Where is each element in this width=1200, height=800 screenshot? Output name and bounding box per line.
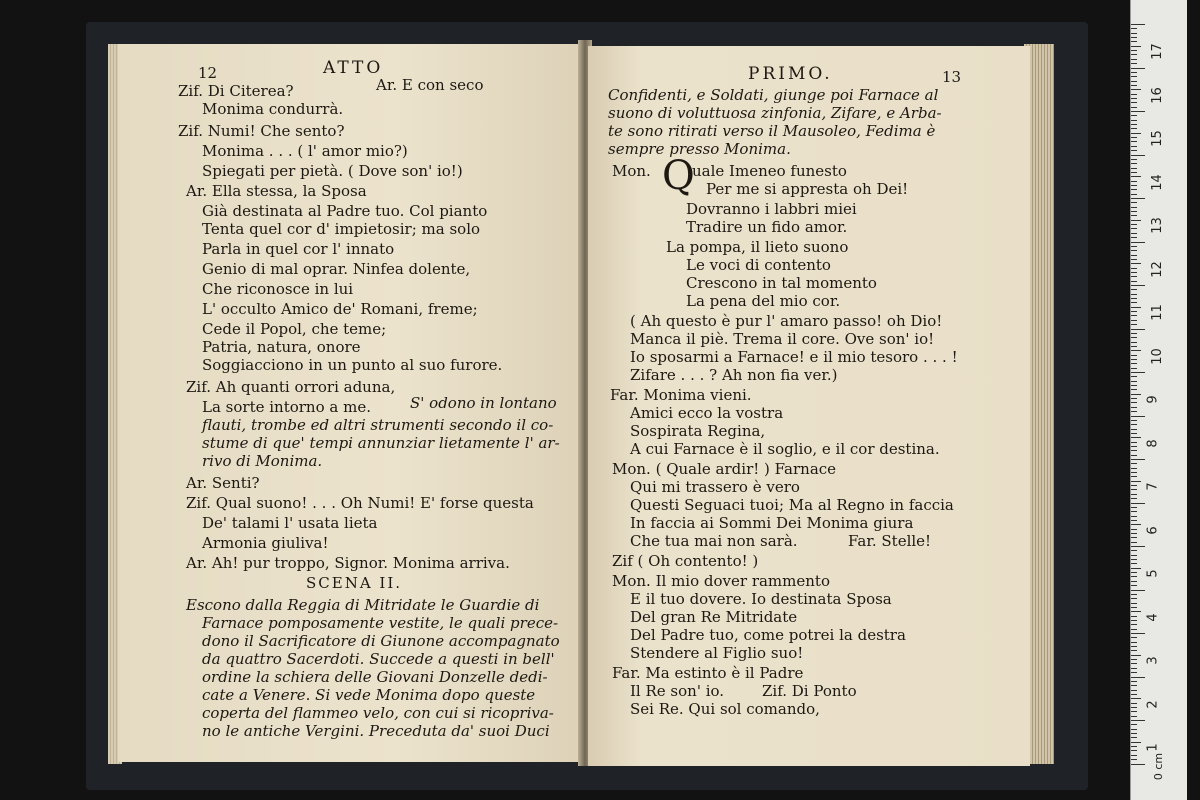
ruler-tick (1131, 289, 1137, 290)
ruler-tick (1131, 372, 1145, 373)
ruler-tick (1131, 611, 1141, 612)
ruler-tick (1131, 298, 1137, 299)
ruler-tick (1131, 459, 1145, 460)
ruler-tick (1131, 268, 1137, 269)
text-line: Parla in quel cor l' innato (202, 240, 395, 258)
ruler-tick (1131, 637, 1137, 638)
text-line: cate a Venere. Si vede Monima dopo queste (202, 686, 536, 704)
ruler-tick (1131, 376, 1137, 377)
ruler-tick (1131, 389, 1137, 390)
text-line: ( Ah questo è pur l' amaro passo! oh Dio! (630, 312, 943, 330)
text-line: Escono dalla Reggia di Mitridate le Guardie di (186, 596, 540, 614)
text-line: Cede il Popol, che teme; (202, 320, 387, 338)
ruler-tick (1131, 211, 1137, 212)
ruler-tick (1131, 546, 1145, 547)
text-line: E il tuo dovere. Io destinata Sposa (630, 590, 892, 608)
text-line: La pena del mio cor. (686, 292, 841, 310)
ruler-tick (1131, 37, 1137, 38)
text-line: Monima . . . ( l' amor mio?) (202, 142, 408, 160)
ruler-number: 4 (1145, 612, 1161, 622)
ruler-tick (1131, 659, 1137, 660)
text-line: Tenta quel cor d' impietosir; ma solo (202, 220, 481, 238)
ruler-tick (1131, 168, 1137, 169)
ruler-tick (1131, 307, 1141, 308)
ruler-tick (1131, 155, 1145, 156)
ruler-tick (1131, 542, 1137, 543)
ruler-tick (1131, 24, 1145, 25)
ruler-tick (1131, 159, 1137, 160)
ruler-number: 14 (1149, 173, 1165, 191)
ruler-tick (1131, 603, 1137, 604)
text-line: Del gran Re Mitridate (630, 608, 798, 626)
ruler-tick (1131, 690, 1137, 691)
text-line: sempre presso Monima. (608, 140, 791, 158)
text-line: Far. Ma estinto è il Padre (612, 664, 804, 682)
measuring-ruler (1130, 0, 1187, 800)
ruler-tick (1131, 520, 1137, 521)
ruler-tick (1131, 494, 1137, 495)
left-folio: 12 (198, 64, 218, 82)
ruler-tick (1131, 89, 1141, 90)
left-page (118, 44, 582, 762)
ruler-tick (1131, 250, 1137, 251)
ruler-tick (1131, 272, 1137, 273)
ruler-number: 2 (1145, 699, 1161, 709)
ruler-number: 17 (1149, 43, 1165, 60)
ruler-tick (1131, 276, 1137, 277)
ruler-tick (1131, 516, 1137, 517)
text-line: Questi Seguaci tuoi; Ma al Regno in faccia (630, 496, 954, 514)
text-line: Le voci di contento (686, 256, 831, 274)
ruler-tick (1131, 202, 1137, 203)
ruler-tick (1131, 124, 1137, 125)
text-line: Monima condurrà. (202, 100, 344, 118)
ruler-tick (1131, 85, 1137, 86)
ruler-tick (1131, 698, 1141, 699)
text-line: A cui Farnace è il soglio, e il cor destina. (630, 440, 940, 458)
text-line: Far. Stelle! (848, 532, 932, 550)
ruler-tick (1131, 633, 1145, 634)
ruler-tick (1131, 111, 1145, 112)
ruler-tick (1131, 429, 1137, 430)
ruler-tick (1131, 742, 1141, 743)
ruler-tick (1131, 655, 1141, 656)
text-line: Patria, natura, onore (202, 338, 361, 356)
scene-heading: SCENA II. (306, 574, 403, 592)
ruler-tick (1131, 407, 1137, 408)
ruler-tick (1131, 263, 1141, 264)
ruler-tick (1131, 724, 1137, 725)
ruler-tick (1131, 189, 1137, 190)
ruler-tick (1131, 681, 1137, 682)
text-line: Che tua mai non sarà. (630, 532, 798, 550)
ruler-tick (1131, 450, 1137, 451)
text-line: Tradire un fido amor. (686, 218, 848, 236)
ruler-tick (1131, 590, 1145, 591)
text-line: dono il Sacrificatore di Giunone accompagnato (202, 632, 560, 650)
ruler-tick (1131, 54, 1137, 55)
ruler-tick (1131, 620, 1137, 621)
speaker-label: Mon. (612, 162, 651, 180)
ruler-tick (1131, 215, 1137, 216)
ruler-number: 5 (1145, 569, 1161, 578)
ruler-tick (1131, 363, 1137, 364)
ruler-tick (1131, 442, 1137, 443)
left-running-head: ATTO (323, 58, 384, 78)
ruler-tick (1131, 755, 1137, 756)
text-line: Zif. Di Citerea? (178, 82, 294, 100)
ruler-tick (1131, 333, 1137, 334)
text-line: Zif. Di Ponto (762, 682, 857, 700)
ruler-tick (1131, 711, 1137, 712)
text-line: Mon. Il mio dover rammento (612, 572, 830, 590)
ruler-tick (1131, 716, 1137, 717)
ruler-number: 8 (1145, 438, 1161, 448)
ruler-tick (1131, 476, 1137, 477)
ruler-tick (1131, 311, 1137, 312)
right-folio: 13 (942, 68, 962, 86)
ruler-tick (1131, 616, 1137, 617)
ruler-tick (1131, 381, 1137, 382)
ruler-tick (1131, 402, 1137, 403)
ruler-tick (1131, 533, 1137, 534)
ruler-tick (1131, 172, 1137, 173)
ruler-tick (1131, 720, 1145, 721)
text-line: In faccia ai Sommi Dei Monima giura (630, 514, 914, 532)
text-line: Zif. Ah quanti orrori aduna, (186, 378, 396, 396)
text-line: La pompa, il lieto suono (666, 238, 849, 256)
ruler-tick (1131, 559, 1137, 560)
text-line: Amici ecco la vostra (630, 404, 784, 422)
ruler-tick (1131, 329, 1145, 330)
ruler-tick (1131, 228, 1137, 229)
ruler-tick (1131, 481, 1141, 482)
ruler-tick (1131, 359, 1137, 360)
text-line: Genio di mal oprar. Ninfea dolente, (202, 260, 471, 278)
ruler-tick (1131, 224, 1137, 225)
ruler-tick (1131, 324, 1137, 325)
text-line: Per me si appresta oh Dei! (706, 180, 909, 198)
ruler-tick (1131, 694, 1137, 695)
ruler-tick (1131, 350, 1141, 351)
ruler-tick (1131, 181, 1137, 182)
text-line: L' occulto Amico de' Romani, freme; (202, 300, 478, 318)
ruler-tick (1131, 537, 1137, 538)
text-line: Che riconosce in lui (202, 280, 354, 298)
ruler-tick (1131, 150, 1137, 151)
ruler-tick (1131, 315, 1137, 316)
ruler-number: 11 (1149, 304, 1165, 321)
ruler-tick (1131, 285, 1145, 286)
ruler-number: 7 (1145, 482, 1161, 491)
ruler-number: 3 (1145, 656, 1161, 665)
ruler-tick (1131, 663, 1137, 664)
ruler-tick (1131, 424, 1137, 425)
ruler-tick (1131, 563, 1137, 564)
ruler-tick (1131, 194, 1137, 195)
ruler-tick (1131, 63, 1137, 64)
ruler-tick (1131, 511, 1137, 512)
ruler-tick (1131, 750, 1137, 751)
text-line: suono di voluttuosa zinfonia, Zifare, e Arba- (608, 104, 942, 122)
ruler-tick (1131, 107, 1137, 108)
text-line: Mon. ( Quale ardir! ) Farnace (612, 460, 837, 478)
ruler-tick (1131, 485, 1137, 486)
text-line: Sei Re. Qui sol comando, (630, 700, 820, 718)
text-line: da quattro Sacerdoti. Succede a questi in bell' (202, 650, 555, 668)
text-line: La sorte intorno a me. (202, 398, 371, 416)
text-line: Zif ( Oh contento! ) (612, 552, 759, 570)
text-line: Io sposarmi a Farnace! e il mio tesoro . . . ! (630, 348, 958, 366)
ruler-tick (1131, 420, 1137, 421)
ruler-tick (1131, 576, 1137, 577)
ruler-tick (1131, 46, 1141, 47)
ruler-tick (1131, 50, 1137, 51)
ruler-tick (1131, 672, 1137, 673)
ruler-tick (1131, 585, 1137, 586)
text-line: Del Padre tuo, come potrei la destra (630, 626, 906, 644)
ruler-tick (1131, 685, 1137, 686)
ruler-tick (1131, 102, 1137, 103)
text-line: uale Imeneo funesto (692, 162, 847, 180)
ruler-tick (1131, 437, 1141, 438)
ruler-tick (1131, 255, 1137, 256)
ruler-tick (1131, 594, 1137, 595)
ruler-tick (1131, 598, 1137, 599)
ruler-number: 9 (1145, 395, 1161, 404)
ruler-tick (1131, 555, 1137, 556)
ruler-tick (1131, 246, 1137, 247)
ruler-tick (1131, 607, 1137, 608)
ruler-tick (1131, 68, 1145, 69)
text-line: Soggiacciono in un punto al suo furore. (202, 356, 503, 374)
right-page (588, 46, 1030, 766)
ruler-tick (1131, 294, 1137, 295)
ruler-tick (1131, 368, 1137, 369)
ruler-tick (1131, 133, 1141, 134)
ruler-tick (1131, 746, 1137, 747)
ruler-tick (1131, 355, 1137, 356)
ruler-tick (1131, 507, 1137, 508)
text-line: no le antiche Vergini. Preceduta da' suoi Duci (202, 722, 550, 740)
text-line: Ar. E con seco (376, 76, 484, 94)
text-line: Stendere al Figlio suo! (630, 644, 804, 662)
ruler-tick (1131, 41, 1137, 42)
text-line: Manca il piè. Trema il core. Ove son' io! (630, 330, 935, 348)
ruler-tick (1131, 185, 1137, 186)
text-line: stume di que' tempi annunziar lietamente l' ar- (202, 434, 560, 452)
ruler-tick (1131, 59, 1137, 60)
text-line: Ar. Ah! pur troppo, Signor. Monima arriva. (186, 554, 510, 572)
ruler-number: 10 (1149, 347, 1165, 365)
ruler-tick (1131, 524, 1141, 525)
ruler-tick (1131, 455, 1137, 456)
text-line: Già destinata al Padre tuo. Col pianto (202, 202, 488, 220)
ruler-tick (1131, 411, 1137, 412)
text-line: rivo di Monima. (202, 452, 323, 470)
ruler-tick (1131, 346, 1137, 347)
ruler-tick (1131, 81, 1137, 82)
text-line: Dovranno i labbri miei (686, 200, 857, 218)
ruler-tick (1131, 463, 1137, 464)
ruler-tick (1131, 650, 1137, 651)
ruler-number: 13 (1149, 217, 1165, 234)
ruler-tick (1131, 128, 1137, 129)
ruler-tick (1131, 242, 1145, 243)
text-line: flauti, trombe ed altri strumenti secondo il co- (202, 416, 554, 434)
ruler-tick (1131, 416, 1145, 417)
text-line: Zif. Numi! Che sento? (178, 122, 345, 140)
ruler-tick (1131, 737, 1137, 738)
ruler-tick (1131, 729, 1137, 730)
ruler-tick (1131, 707, 1137, 708)
text-line: Far. Monima vieni. (610, 386, 752, 404)
ruler-tick (1131, 733, 1137, 734)
ruler-tick (1131, 677, 1145, 678)
ruler-tick (1131, 668, 1137, 669)
text-line: Il Re son' io. (630, 682, 725, 700)
text-line: Sospirata Regina, (630, 422, 766, 440)
text-line: Crescono in tal momento (686, 274, 877, 292)
ruler-tick (1131, 342, 1137, 343)
ruler-tick (1131, 72, 1137, 73)
ruler-tick (1131, 33, 1137, 34)
ruler-tick (1131, 176, 1141, 177)
ruler-tick (1131, 433, 1137, 434)
ruler-tick (1131, 503, 1145, 504)
ruler-tick (1131, 281, 1137, 282)
ruler-tick (1131, 764, 1145, 765)
ruler-tick (1131, 472, 1137, 473)
ruler-number: 6 (1145, 525, 1161, 535)
ruler-tick (1131, 163, 1137, 164)
ruler-tick (1131, 489, 1137, 490)
ruler-tick (1131, 198, 1145, 199)
ruler-tick (1131, 259, 1137, 260)
ruler-tick (1131, 446, 1137, 447)
right-running-head: PRIMO. (748, 64, 833, 84)
ruler-tick (1131, 646, 1137, 647)
text-line: ordine la schiera delle Giovani Donzelle dedi- (202, 668, 548, 686)
text-line: Zif. Qual suono! . . . Oh Numi! E' forse questa (186, 494, 534, 512)
ruler-tick (1131, 550, 1137, 551)
text-line: Confidenti, e Soldati, giunge poi Farnace al (608, 86, 939, 104)
ruler-tick (1131, 207, 1137, 208)
ruler-tick (1131, 141, 1137, 142)
ruler-tick (1131, 302, 1137, 303)
ruler-tick (1131, 220, 1141, 221)
text-line: Farnace pomposamente vestite, le quali prece- (202, 614, 559, 632)
ruler-tick (1131, 629, 1137, 630)
ruler-number: 12 (1149, 260, 1165, 278)
ruler-tick (1131, 529, 1137, 530)
ruler-tick (1131, 572, 1137, 573)
ruler-tick (1131, 237, 1137, 238)
ruler-tick (1131, 76, 1137, 77)
ruler-tick (1131, 28, 1137, 29)
ruler-tick (1131, 394, 1141, 395)
ruler-tick (1131, 624, 1137, 625)
ruler-tick (1131, 146, 1137, 147)
drop-cap: Q (662, 153, 695, 199)
text-line: Ar. Senti? (186, 474, 260, 492)
ruler-tick (1131, 137, 1137, 138)
ruler-tick (1131, 115, 1137, 116)
ruler-number: 15 (1149, 130, 1165, 147)
text-line: Ar. Ella stessa, la Sposa (186, 182, 367, 200)
text-line: Qui mi trassero è vero (630, 478, 800, 496)
ruler-tick (1131, 468, 1137, 469)
text-line: Spiegati per pietà. ( Dove son' io!) (202, 162, 463, 180)
ruler-unit-label: 0 cm (1152, 752, 1166, 781)
text-line: S' odono in lontano (410, 394, 557, 412)
ruler-tick (1131, 759, 1137, 760)
text-line: coperta del flammeo velo, con cui si ricopriva- (202, 704, 554, 722)
ruler-number: 1 (1145, 743, 1161, 752)
ruler-tick (1131, 320, 1137, 321)
ruler-tick (1131, 385, 1137, 386)
text-line: De' talami l' usata lieta (202, 514, 378, 532)
ruler-tick (1131, 233, 1137, 234)
ruler-tick (1131, 498, 1137, 499)
ruler-tick (1131, 642, 1137, 643)
ruler-tick (1131, 703, 1137, 704)
ruler-tick (1131, 98, 1137, 99)
ruler-tick (1131, 94, 1137, 95)
ruler-tick (1131, 581, 1137, 582)
text-line: Armonia giuliva! (202, 534, 329, 552)
ruler-tick (1131, 568, 1141, 569)
text-line: Zifare . . . ? Ah non fia ver.) (630, 366, 838, 384)
ruler-tick (1131, 337, 1137, 338)
ruler-tick (1131, 120, 1137, 121)
text-line: te sono ritirati verso il Mausoleo, Fedima è (608, 122, 936, 140)
ruler-number: 16 (1149, 86, 1165, 104)
ruler-tick (1131, 398, 1137, 399)
